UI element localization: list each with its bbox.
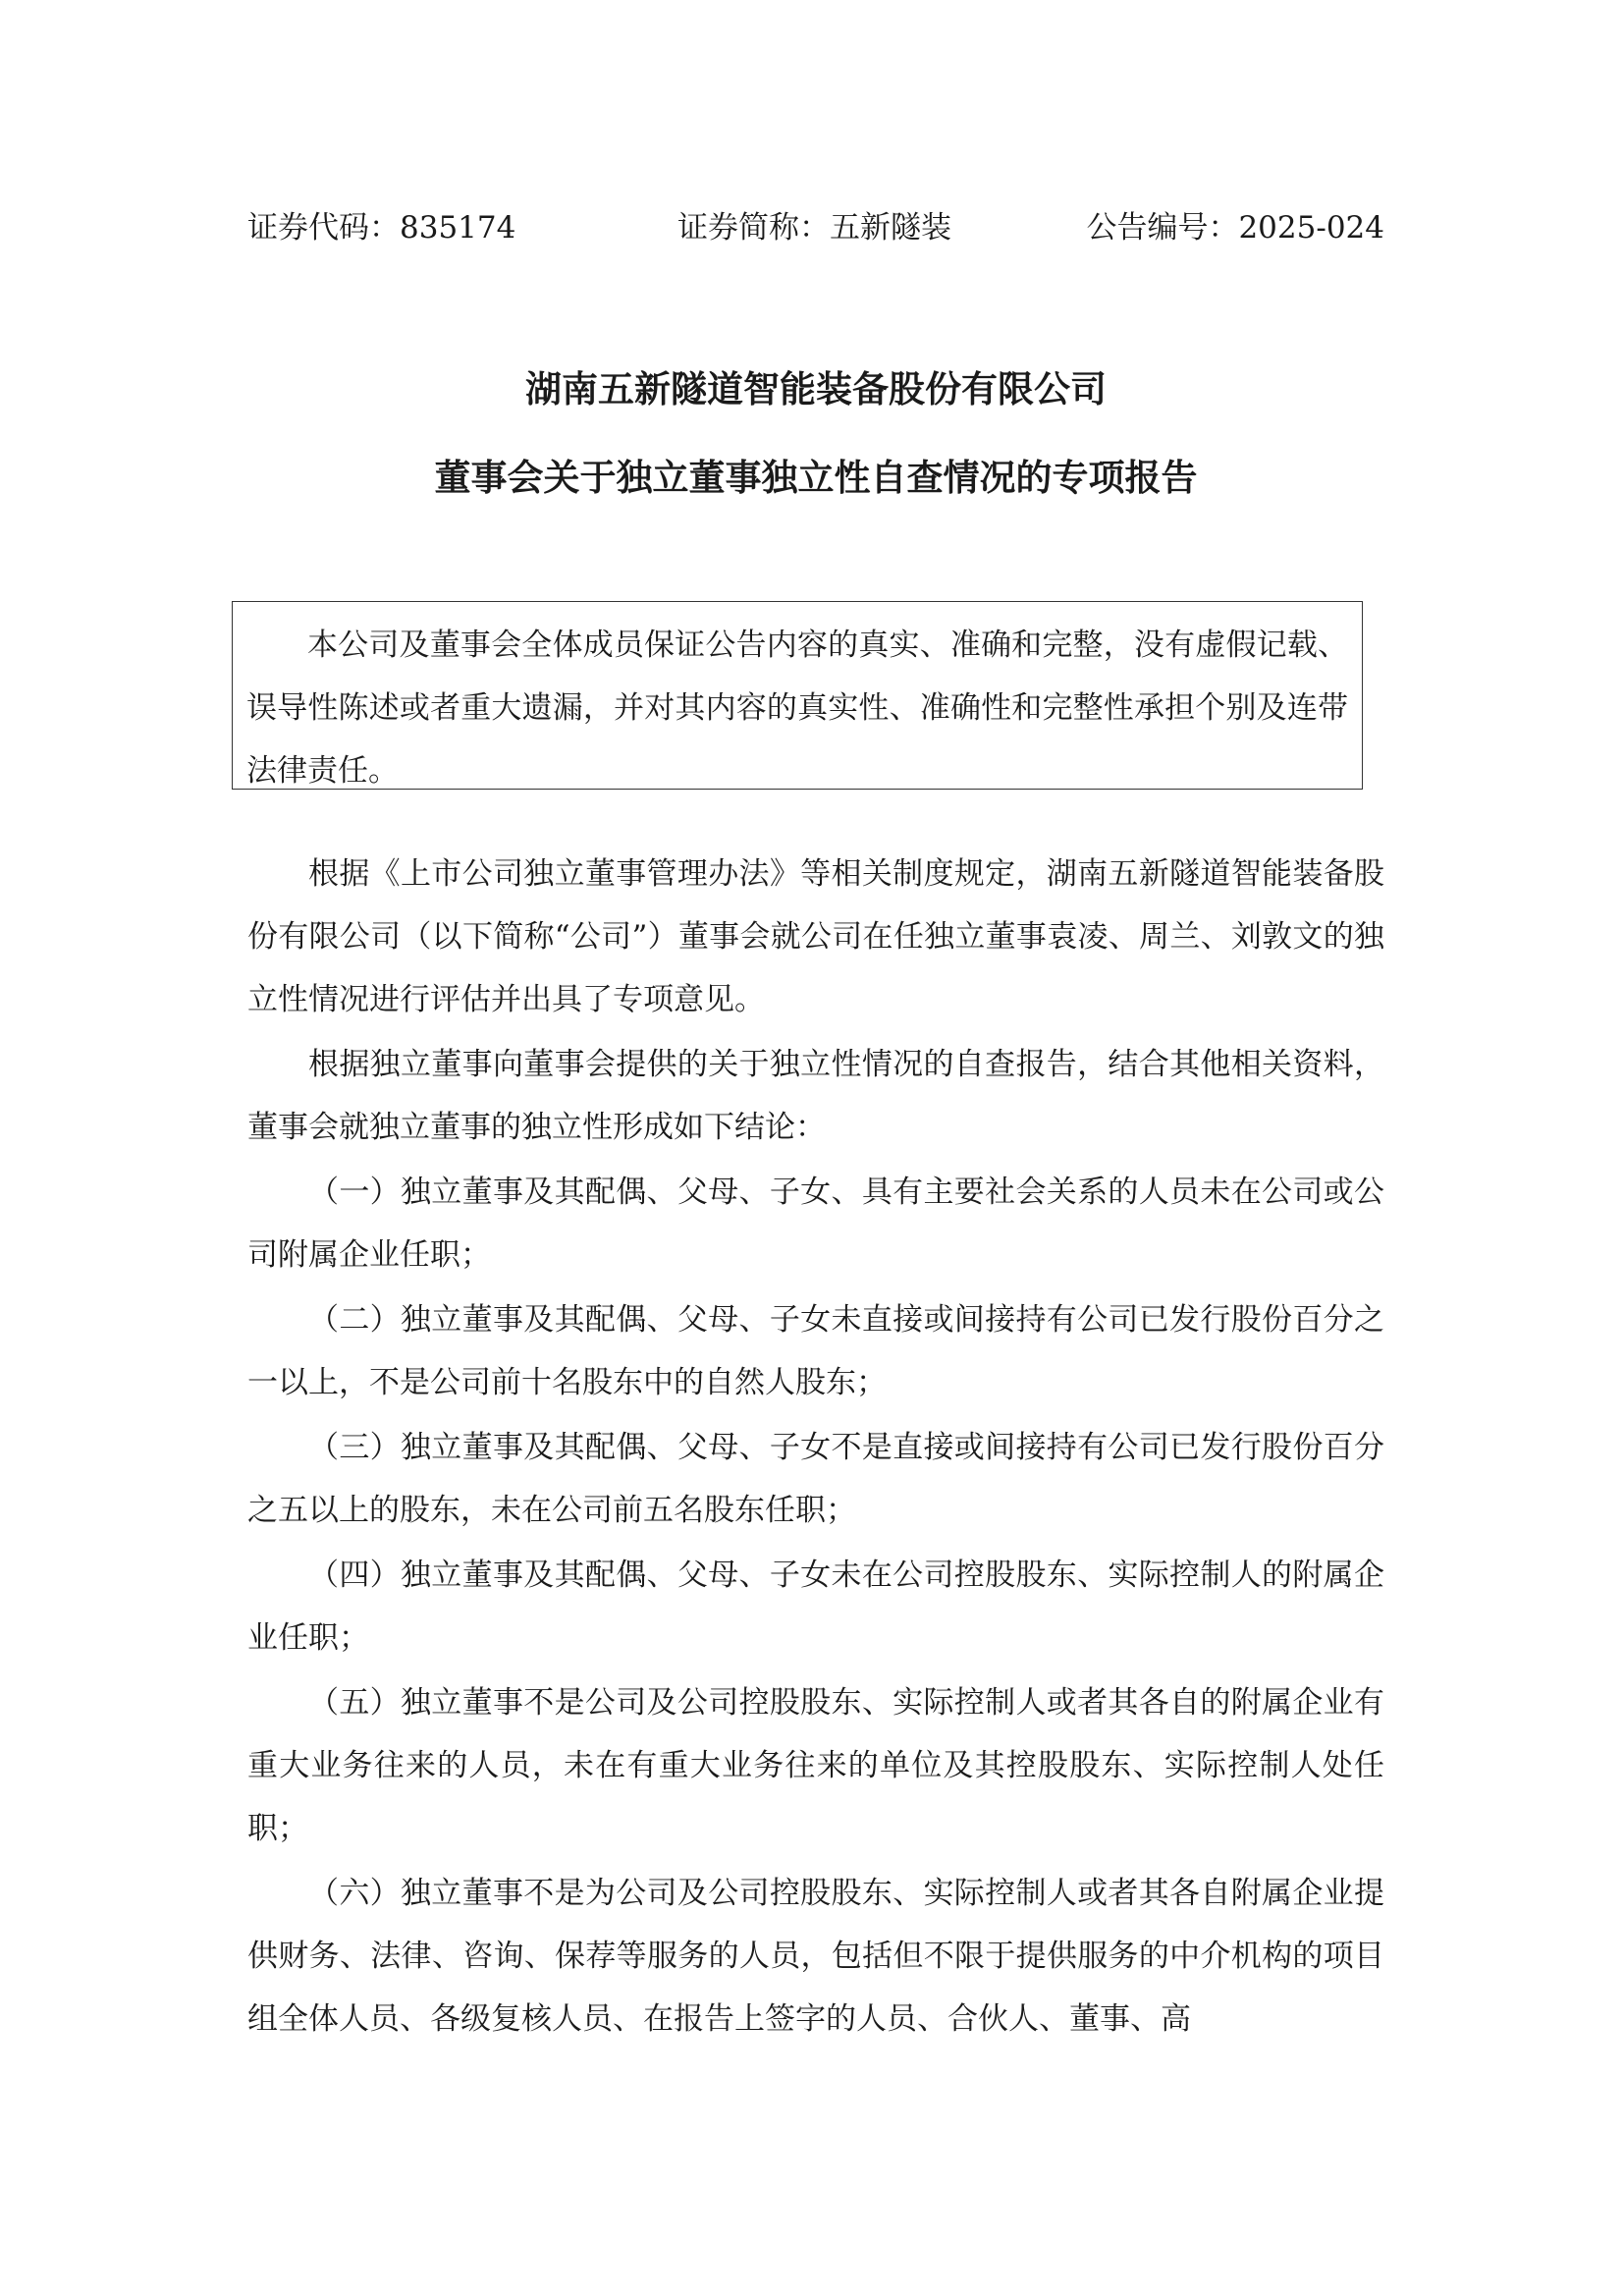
company-name-title: 湖南五新隧道智能装备股份有限公司 — [525, 368, 1107, 410]
conclusion-item-6: （六）独立董事不是为公司及公司控股股东、实际控制人或者其各自附属企业提供财务、法律、咨询、保荐等服务的人员，包括但不限于提供服务的中介机构的项目组全体人员、各级复核人员、在报告上签字的人员、合伙人、董事、高 — [247, 1876, 1384, 2037]
report-body — [247, 843, 1384, 2052]
disclaimer-text: 本公司及董事会全体成员保证公告内容的真实、准确和完整，没有虚假记载、误导性陈述或者重大遗漏，并对其内容的真实性、准确性和完整性承担个别及连带法律责任。 — [246, 628, 1348, 789]
conclusion-item-1: （一）独立董事及其配偶、父母、子女、具有主要社会关系的人员未在公司或公司附属企业任职； — [247, 1175, 1384, 1273]
disclaimer-box — [232, 601, 1363, 790]
conclusion-item-5: （五）独立董事不是公司及公司控股股东、实际控制人或者其各自的附属企业有重大业务往来的人员，未在有重大业务往来的单位及其控股股东、实际控制人处任职； — [247, 1685, 1384, 1846]
conclusion-item-2: （二）独立董事及其配偶、父母、子女未直接或间接持有公司已发行股份百分之一以上，不是公司前十名股东中的自然人股东； — [247, 1302, 1384, 1400]
conclusion-item-4: （四）独立董事及其配偶、父母、子女未在公司控股股东、实际控制人的附属企业任职； — [247, 1558, 1384, 1656]
conclusion-item-3: （三）独立董事及其配偶、父母、子女不是直接或间接持有公司已发行股份百分之五以上的股东，未在公司前五名股东任职； — [247, 1430, 1384, 1528]
security-code: 证券代码：835174 — [247, 210, 516, 246]
security-abbreviation: 证券简称：五新隧装 — [677, 210, 951, 246]
announcement-header — [247, 208, 1384, 247]
body-paragraph: 根据独立董事向董事会提供的关于独立性情况的自查报告，结合其他相关资料，董事会就独立董事的独立性形成如下结论： — [247, 1047, 1384, 1145]
report-title: 董事会关于独立董事独立性自查情况的专项报告 — [434, 457, 1198, 499]
body-paragraph: 根据《上市公司独立董事管理办法》等相关制度规定，湖南五新隧道智能装备股份有限公司（以下简称“公司”）董事会就公司在任独立董事袁凌、周兰、刘敦文的独立性情况进行评估并出具了专项意见。 — [247, 856, 1384, 1017]
announcement-number: 公告编号：2025-024 — [1086, 210, 1384, 246]
